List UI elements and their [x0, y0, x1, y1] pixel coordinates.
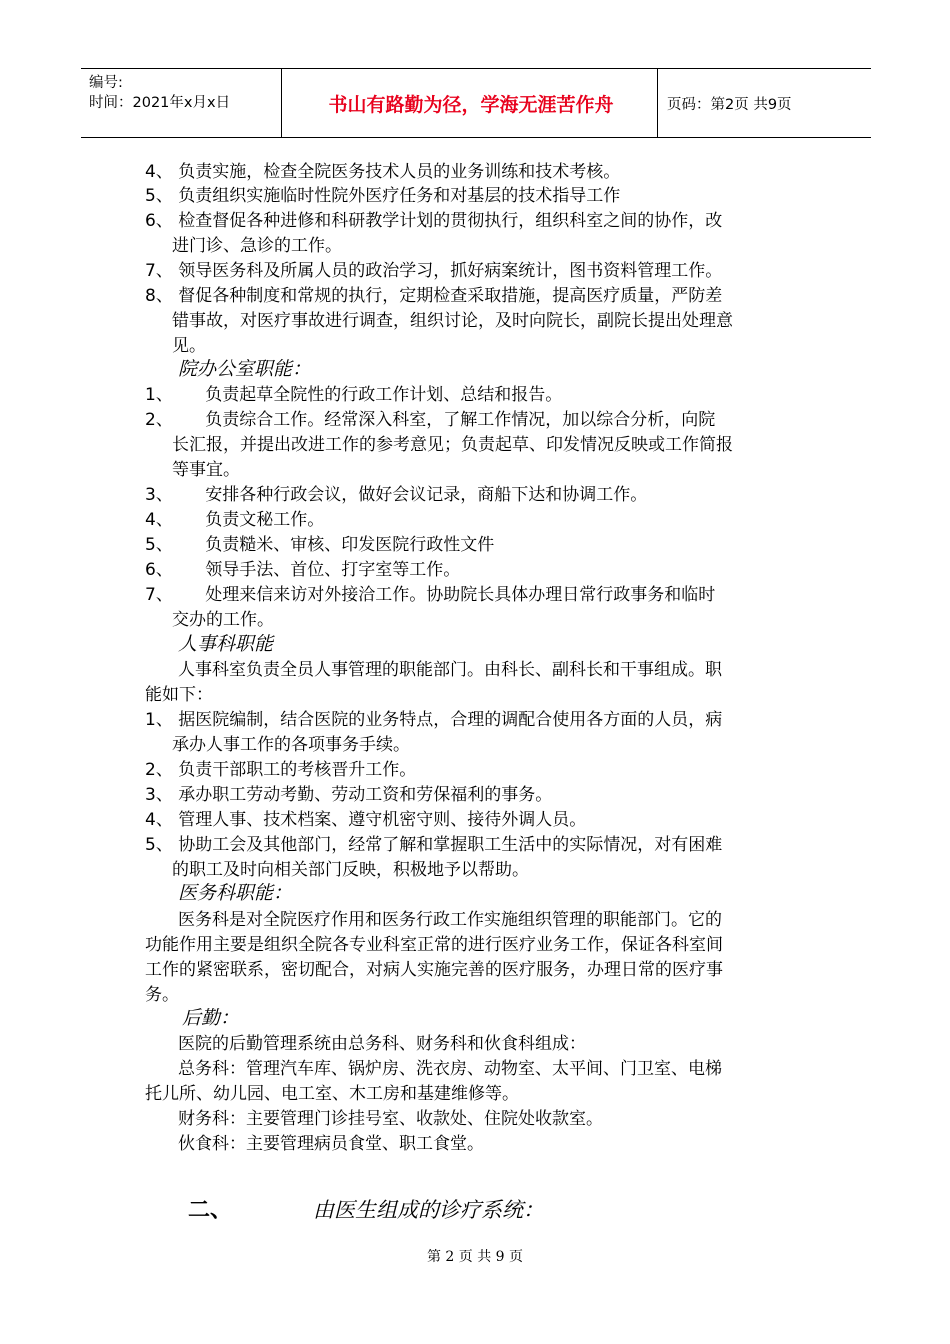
- text-line: 承办人事工作的各项事务手续。: [172, 735, 410, 755]
- page-header: [81, 68, 871, 138]
- text-line: 2、 负责综合工作。经常深入科室，了解工作情况，加以综合分析，向院: [145, 410, 716, 430]
- text-line: 等事宜。: [172, 460, 240, 480]
- text-line: 的职工及时向相关部门反映，积极地予以帮助。: [172, 860, 529, 880]
- text-line: 交办的工作。: [172, 610, 274, 630]
- text-line: 财务科：主要管理门诊挂号室、收款处、住院处收款室。: [178, 1109, 603, 1129]
- header-divider: [657, 69, 658, 137]
- section-number: 二、: [188, 1198, 233, 1223]
- text-line: 1、 据医院编制，结合医院的业务特点，合理的调配合使用各方面的人员，病: [145, 710, 723, 730]
- text-line: 8、 督促各种制度和常规的执行，定期检查采取措施，提高医疗质量，严防差: [145, 286, 723, 306]
- text-line: 3、 安排各种行政会议，做好会议记录，商船下达和协调工作。: [145, 485, 648, 505]
- text-line: 长汇报，并提出改进工作的参考意见；负责起草、印发情况反映或工作简报: [172, 435, 733, 455]
- text-line: 6、 领导手法、首位、打字室等工作。: [145, 560, 461, 580]
- text-line: 医院的后勤管理系统由总务科、财务科和伙食科组成：: [178, 1034, 586, 1054]
- text-line: 功能作用主要是组织全院各专业科室正常的进行医疗业务工作，保证各科室间: [145, 935, 723, 955]
- text-line: 错事故，对医疗事故进行调查，组织讨论，及时向院长，副院长提出处理意: [172, 311, 733, 331]
- text-line: 5、 负责组织实施临时性院外医疗任务和对基层的技术指导工作: [145, 186, 621, 206]
- serial-label: 编号:: [89, 75, 123, 91]
- text-line: 4、 负责文秘工作。: [145, 510, 325, 530]
- text-line: 伙食科：主要管理病员食堂、职工食堂。: [178, 1134, 484, 1154]
- text-line: 能如下：: [145, 685, 213, 705]
- text-line: 医务科是对全院医疗作用和医务行政工作实施组织管理的职能部门。它的: [178, 910, 722, 930]
- text-line: 务。: [145, 985, 179, 1005]
- page-footer: 第 2 页 共 9 页: [426, 1249, 524, 1265]
- text-line: 2、 负责干部职工的考核晋升工作。: [145, 760, 417, 780]
- header-motto: 书山有路勤为径，学海无涯苦作舟: [328, 93, 614, 116]
- text-line: 工作的紧密联系，密切配合，对病人实施完善的医疗服务，办理日常的医疗事: [145, 960, 723, 980]
- section-title: 由医生组成的诊疗系统：: [313, 1198, 544, 1222]
- section-heading: 人事科职能: [178, 633, 274, 655]
- text-line: 4、 管理人事、技术档案、遵守机密守则、接待外调人员。: [145, 810, 587, 830]
- text-line: 见。: [172, 336, 206, 356]
- header-meta: [89, 73, 230, 113]
- text-line: 5、 协助工会及其他部门，经常了解和掌握职工生活中的实际情况，对有困难: [145, 835, 723, 855]
- text-line: 7、 领导医务科及所属人员的政治学习，抓好病案统计，图书资料管理工作。: [145, 261, 723, 281]
- text-line: 人事科室负责全员人事管理的职能部门。由科长、副科长和干事组成。职: [178, 660, 722, 680]
- text-line: 1、 负责起草全院性的行政工作计划、总结和报告。: [145, 385, 563, 405]
- text-line: 托儿所、幼儿园、电工室、木工房和基建维修等。: [145, 1084, 519, 1104]
- section-heading: 医务科职能：: [178, 882, 293, 904]
- header-divider: [281, 69, 282, 137]
- text-line: 3、 承办职工劳动考勤、劳动工资和劳保福利的事务。: [145, 785, 553, 805]
- text-line: 4、 负责实施，检查全院医务技术人员的业务训练和技术考核。: [145, 162, 621, 182]
- text-line: 总务科：管理汽车库、锅炉房、洗衣房、动物室、太平间、门卫室、电梯: [178, 1059, 722, 1079]
- text-line: 5、 负责糙米、审核、印发医院行政性文件: [145, 535, 495, 555]
- section-heading: 后勤：: [182, 1007, 240, 1029]
- header-page-info: 页码：第2页 共9页: [667, 96, 792, 113]
- text-line: 6、 检查督促各种进修和科研教学计划的贯彻执行，组织科室之间的协作，改: [145, 211, 723, 231]
- text-line: 7、 处理来信来访对外接洽工作。协助院长具体办理日常行政事务和临时: [145, 585, 716, 605]
- time-label: 时间：2021年x月x日: [89, 95, 231, 111]
- section-heading: 院办公室职能：: [178, 358, 312, 380]
- text-line: 进门诊、急诊的工作。: [172, 236, 342, 256]
